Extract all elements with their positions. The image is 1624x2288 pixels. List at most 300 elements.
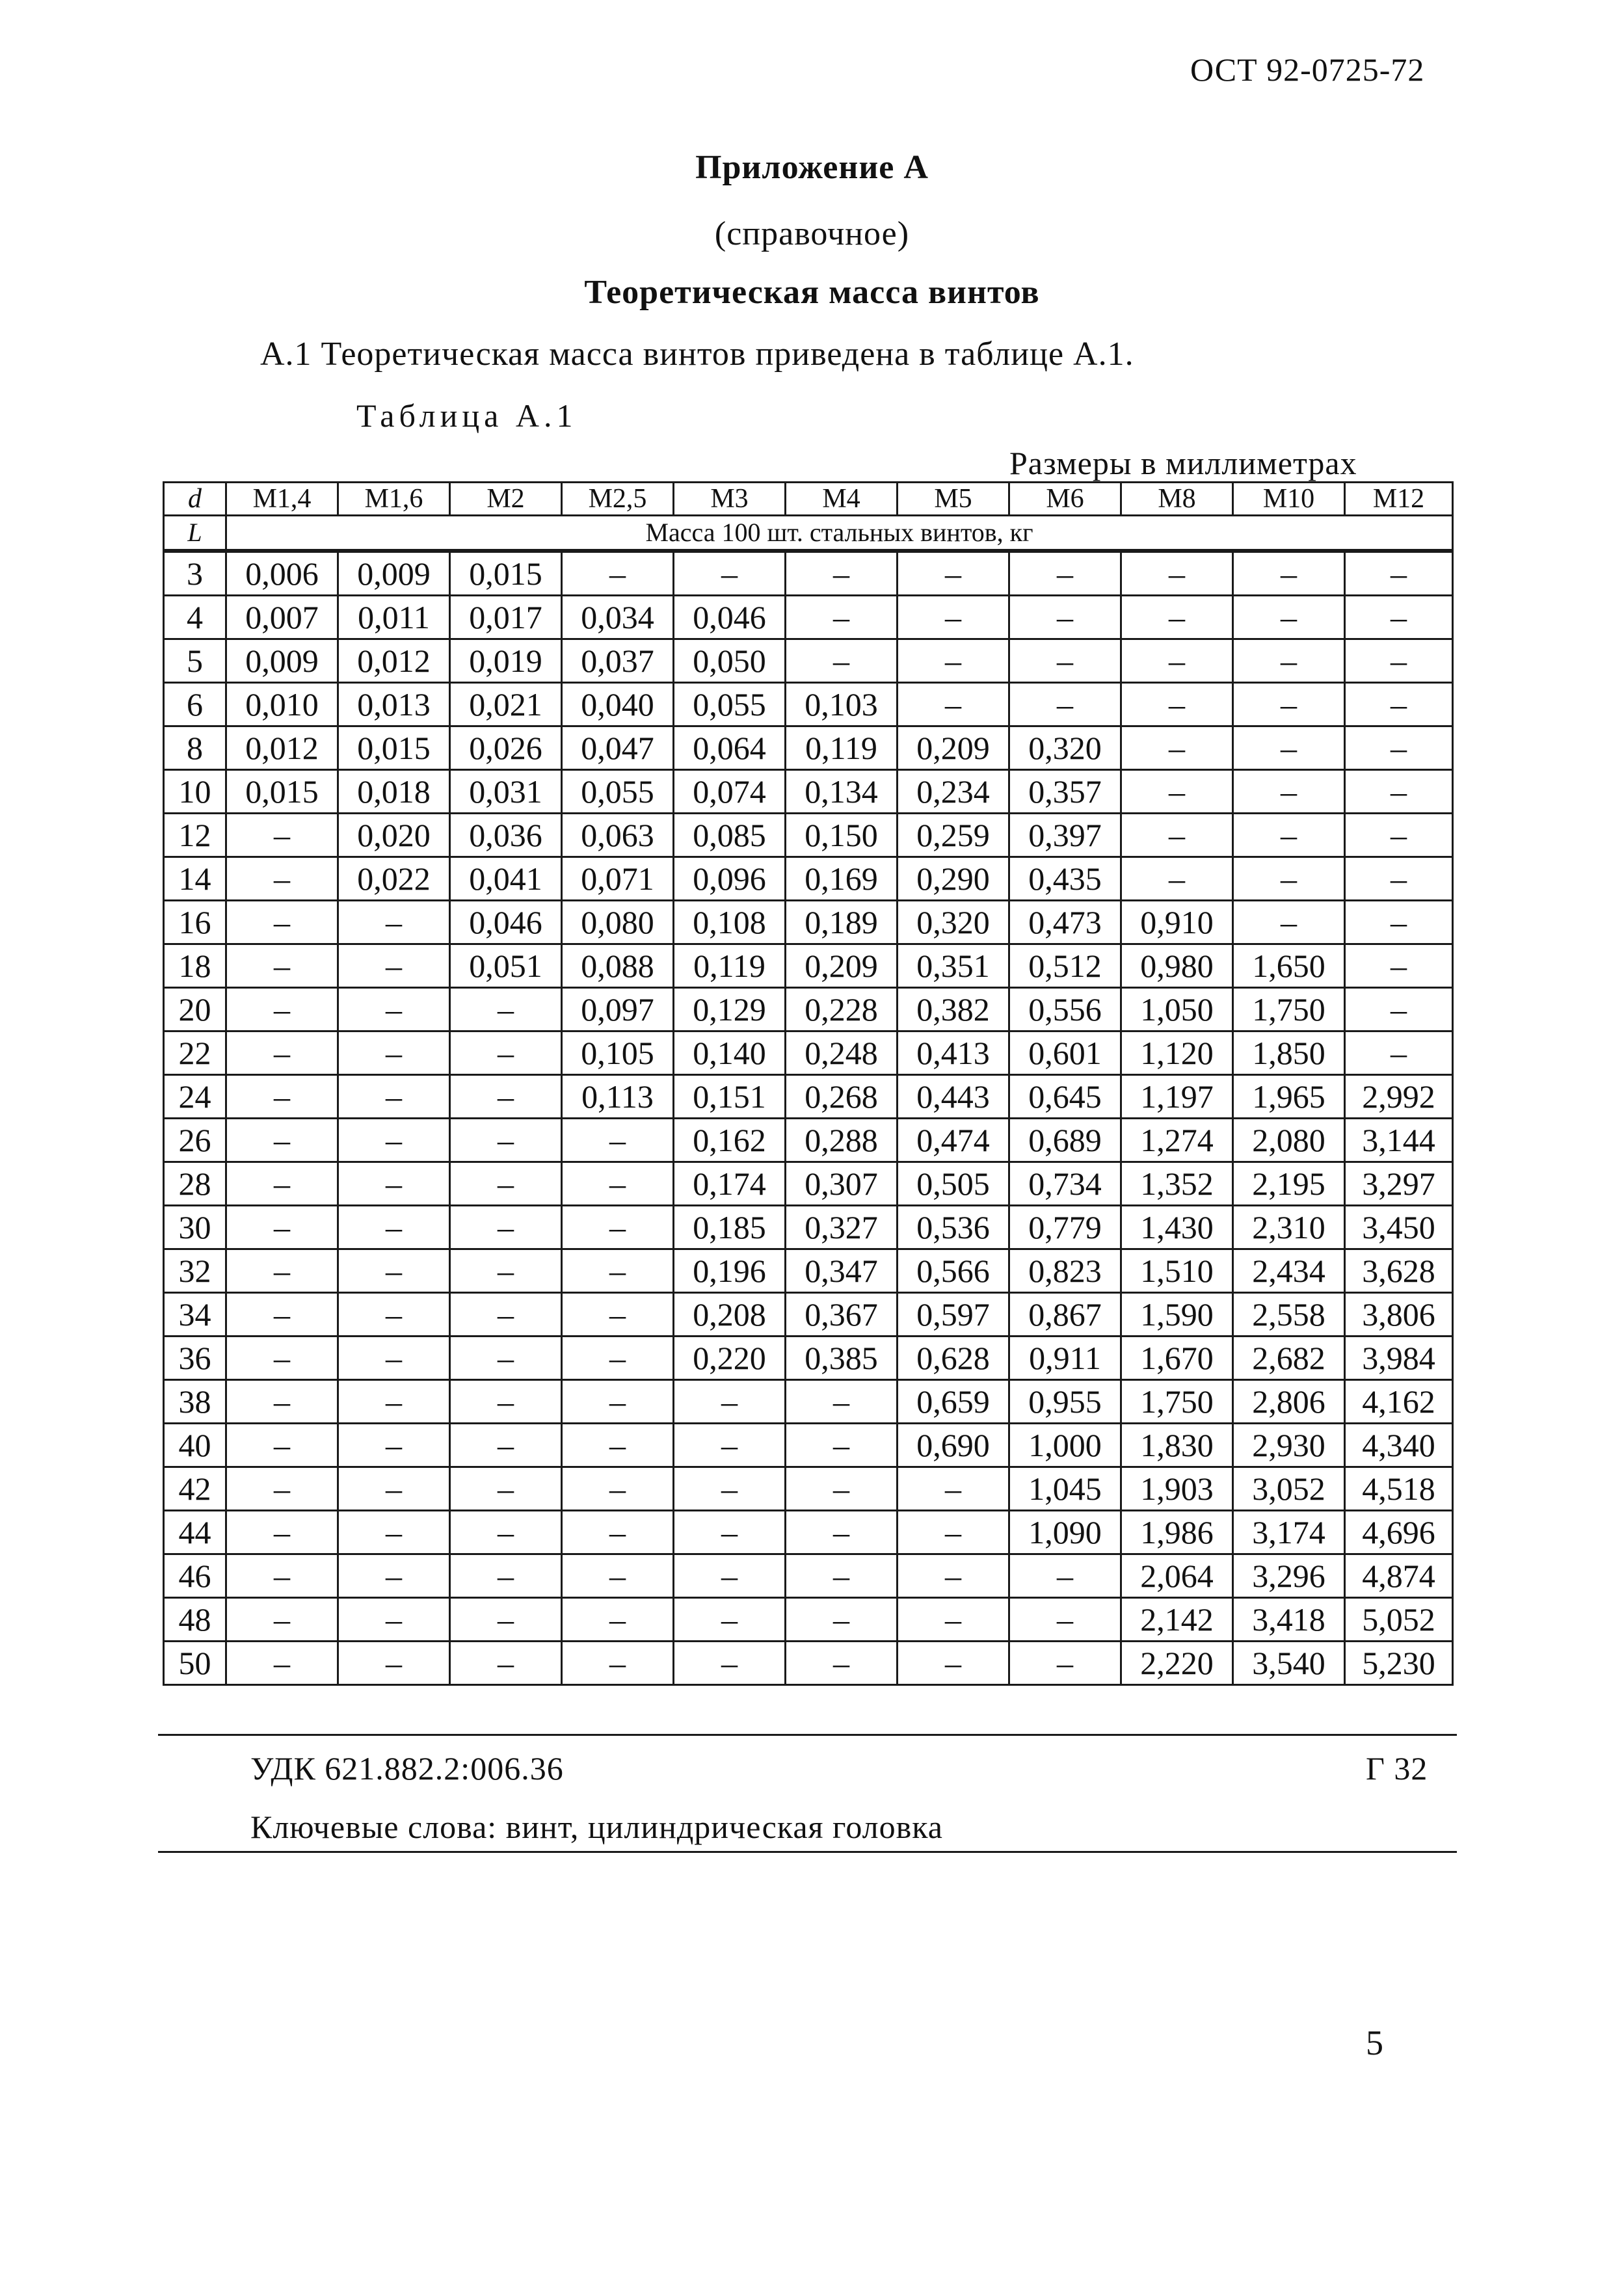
mass-cell: – bbox=[226, 1206, 338, 1249]
mass-cell: 0,351 bbox=[898, 944, 1009, 988]
mass-cell: – bbox=[562, 1511, 674, 1554]
mass-cell: – bbox=[338, 1293, 450, 1337]
mass-cell: 0,208 bbox=[674, 1293, 786, 1337]
mass-cell: 0,015 bbox=[338, 726, 450, 770]
mass-cell: 0,536 bbox=[898, 1206, 1009, 1249]
mass-cell: – bbox=[226, 1075, 338, 1119]
length-cell: 32 bbox=[164, 1249, 226, 1293]
mass-cell: – bbox=[338, 1075, 450, 1119]
appendix-title: Приложение А bbox=[695, 149, 929, 186]
mass-cell: – bbox=[1009, 1642, 1121, 1685]
mass-cell: – bbox=[450, 1119, 562, 1162]
mass-cell: 0,689 bbox=[1009, 1119, 1121, 1162]
mass-cell: – bbox=[1009, 1598, 1121, 1642]
mass-cell: 1,750 bbox=[1121, 1380, 1233, 1424]
mass-cell: 0,435 bbox=[1009, 857, 1121, 901]
mass-cell: 0,248 bbox=[786, 1031, 898, 1075]
mass-cell: 0,055 bbox=[562, 770, 674, 814]
mass-cell: 0,327 bbox=[786, 1206, 898, 1249]
mass-cell: – bbox=[1345, 770, 1453, 814]
mass-cell: – bbox=[226, 1337, 338, 1380]
mass-cell: 0,174 bbox=[674, 1162, 786, 1206]
table-row bbox=[164, 770, 1453, 814]
mass-cell: – bbox=[338, 1467, 450, 1511]
mass-cell: – bbox=[1121, 770, 1233, 814]
mass-cell: 0,103 bbox=[786, 683, 898, 726]
column-header: М3 bbox=[674, 483, 786, 516]
mass-cell: 0,734 bbox=[1009, 1162, 1121, 1206]
mass-cell: – bbox=[226, 1249, 338, 1293]
mass-cell: – bbox=[226, 1380, 338, 1424]
mass-cell: – bbox=[562, 1424, 674, 1467]
mass-cell: – bbox=[1345, 726, 1453, 770]
mass-cell: 0,473 bbox=[1009, 901, 1121, 944]
mass-cell: – bbox=[786, 1467, 898, 1511]
mass-cell: – bbox=[1009, 639, 1121, 683]
mass-cell: 0,017 bbox=[450, 596, 562, 639]
mass-cell: – bbox=[226, 1119, 338, 1162]
length-cell: 48 bbox=[164, 1598, 226, 1642]
mass-cell: 2,080 bbox=[1233, 1119, 1345, 1162]
mass-cell: 5,052 bbox=[1345, 1598, 1453, 1642]
mass-cell: 0,046 bbox=[674, 596, 786, 639]
mass-cell: 3,540 bbox=[1233, 1642, 1345, 1685]
mass-cell: – bbox=[338, 1249, 450, 1293]
length-cell: 44 bbox=[164, 1511, 226, 1554]
mass-cell: 0,037 bbox=[562, 639, 674, 683]
mass-cell: – bbox=[450, 1249, 562, 1293]
mass-cell: – bbox=[898, 1642, 1009, 1685]
mass-cell: 1,650 bbox=[1233, 944, 1345, 988]
mass-cell: 0,209 bbox=[898, 726, 1009, 770]
mass-cell: – bbox=[450, 1598, 562, 1642]
length-cell: 22 bbox=[164, 1031, 226, 1075]
mass-cell: 0,413 bbox=[898, 1031, 1009, 1075]
dimensions-note: Размеры в миллиметрах bbox=[1009, 445, 1357, 481]
mass-cell: 0,645 bbox=[1009, 1075, 1121, 1119]
length-cell: 18 bbox=[164, 944, 226, 988]
mass-cell: 0,013 bbox=[338, 683, 450, 726]
mass-span-header: Масса 100 шт. стальных винтов, кг bbox=[226, 516, 1453, 552]
mass-cell: – bbox=[1345, 814, 1453, 857]
mass-cell: 0,474 bbox=[898, 1119, 1009, 1162]
table-row bbox=[164, 814, 1453, 857]
page-number: 5 bbox=[1366, 2023, 1383, 2062]
section-title: Теоретическая масса винтов bbox=[584, 274, 1040, 311]
mass-cell: – bbox=[786, 639, 898, 683]
keywords-line: Ключевые слова: винт, цилиндрическая головка bbox=[250, 1809, 943, 1845]
mass-cell: 3,296 bbox=[1233, 1554, 1345, 1598]
mass-cell: – bbox=[1121, 596, 1233, 639]
length-cell: 20 bbox=[164, 988, 226, 1031]
mass-cell: – bbox=[226, 857, 338, 901]
length-cell: 40 bbox=[164, 1424, 226, 1467]
mass-cell: – bbox=[338, 901, 450, 944]
udc-code: УДК 621.882.2:006.36 bbox=[250, 1750, 564, 1787]
mass-cell: 0,779 bbox=[1009, 1206, 1121, 1249]
mass-cell: – bbox=[1009, 596, 1121, 639]
length-cell: 6 bbox=[164, 683, 226, 726]
mass-cell: 0,290 bbox=[898, 857, 1009, 901]
table-row bbox=[164, 1075, 1453, 1119]
header-d-cell: d bbox=[164, 483, 226, 516]
mass-cell: – bbox=[226, 1554, 338, 1598]
length-cell: 14 bbox=[164, 857, 226, 901]
length-cell: 16 bbox=[164, 901, 226, 944]
mass-cell: – bbox=[226, 1511, 338, 1554]
mass-cell: 0,022 bbox=[338, 857, 450, 901]
mass-cell: – bbox=[1345, 857, 1453, 901]
mass-cell: 0,031 bbox=[450, 770, 562, 814]
mass-cell: – bbox=[338, 1337, 450, 1380]
mass-cell: – bbox=[226, 1031, 338, 1075]
mass-cell: – bbox=[450, 1293, 562, 1337]
mass-cell: – bbox=[1345, 901, 1453, 944]
mass-cell: – bbox=[786, 1380, 898, 1424]
mass-cell: 1,750 bbox=[1233, 988, 1345, 1031]
mass-cell: 0,034 bbox=[562, 596, 674, 639]
mass-cell: 0,288 bbox=[786, 1119, 898, 1162]
mass-cell: 3,450 bbox=[1345, 1206, 1453, 1249]
column-header: М1,6 bbox=[338, 483, 450, 516]
table-row bbox=[164, 639, 1453, 683]
mass-cell: 3,984 bbox=[1345, 1337, 1453, 1380]
mass-cell: 0,980 bbox=[1121, 944, 1233, 988]
mass-cell: 4,696 bbox=[1345, 1511, 1453, 1554]
mass-cell: – bbox=[786, 1554, 898, 1598]
mass-cell: 1,903 bbox=[1121, 1467, 1233, 1511]
length-cell: 4 bbox=[164, 596, 226, 639]
table-row bbox=[164, 1598, 1453, 1642]
mass-cell: 2,930 bbox=[1233, 1424, 1345, 1467]
mass-cell: 0,867 bbox=[1009, 1293, 1121, 1337]
table-row bbox=[164, 1031, 1453, 1075]
mass-cell: – bbox=[1009, 683, 1121, 726]
length-cell: 10 bbox=[164, 770, 226, 814]
mass-cell: 0,955 bbox=[1009, 1380, 1121, 1424]
mass-cell: – bbox=[1233, 639, 1345, 683]
mass-cell: – bbox=[786, 1511, 898, 1554]
mass-cell: 0,601 bbox=[1009, 1031, 1121, 1075]
mass-cell: 1,510 bbox=[1121, 1249, 1233, 1293]
mass-cell: 1,965 bbox=[1233, 1075, 1345, 1119]
mass-cell: 1,274 bbox=[1121, 1119, 1233, 1162]
mass-cell: – bbox=[450, 1075, 562, 1119]
mass-cell: – bbox=[674, 1511, 786, 1554]
mass-cell: 0,505 bbox=[898, 1162, 1009, 1206]
table-row bbox=[164, 1380, 1453, 1424]
mass-cell: 0,357 bbox=[1009, 770, 1121, 814]
mass-cell: 2,434 bbox=[1233, 1249, 1345, 1293]
mass-cell: 0,085 bbox=[674, 814, 786, 857]
mass-cell: – bbox=[226, 988, 338, 1031]
mass-cell: 0,228 bbox=[786, 988, 898, 1031]
length-cell: 30 bbox=[164, 1206, 226, 1249]
mass-cell: 0,041 bbox=[450, 857, 562, 901]
mass-cell: 3,806 bbox=[1345, 1293, 1453, 1337]
mass-cell: – bbox=[338, 1511, 450, 1554]
mass-cell: 0,012 bbox=[338, 639, 450, 683]
mass-cell: 0,036 bbox=[450, 814, 562, 857]
length-cell: 46 bbox=[164, 1554, 226, 1598]
mass-cell: – bbox=[1009, 1554, 1121, 1598]
mass-cell: 2,558 bbox=[1233, 1293, 1345, 1337]
mass-cell: – bbox=[562, 1380, 674, 1424]
mass-cell: – bbox=[562, 1598, 674, 1642]
mass-cell: 1,000 bbox=[1009, 1424, 1121, 1467]
mass-cell: – bbox=[338, 1554, 450, 1598]
mass-cell: – bbox=[674, 1424, 786, 1467]
mass-cell: – bbox=[338, 1598, 450, 1642]
mass-cell: 0,074 bbox=[674, 770, 786, 814]
mass-cell: 4,162 bbox=[1345, 1380, 1453, 1424]
mass-cell: – bbox=[226, 1162, 338, 1206]
mass-cell: – bbox=[898, 1467, 1009, 1511]
mass-cell: – bbox=[898, 596, 1009, 639]
mass-cell: – bbox=[898, 683, 1009, 726]
mass-cell: 0,080 bbox=[562, 901, 674, 944]
mass-cell: – bbox=[1345, 551, 1453, 596]
column-header: М10 bbox=[1233, 483, 1345, 516]
mass-cell: – bbox=[450, 1206, 562, 1249]
mass-cell: – bbox=[226, 1642, 338, 1685]
mass-cell: 0,140 bbox=[674, 1031, 786, 1075]
mass-cell: 0,050 bbox=[674, 639, 786, 683]
mass-cell: 2,806 bbox=[1233, 1380, 1345, 1424]
mass-cell: 2,195 bbox=[1233, 1162, 1345, 1206]
mass-cell: – bbox=[338, 988, 450, 1031]
mass-cell: 0,063 bbox=[562, 814, 674, 857]
column-header: М8 bbox=[1121, 483, 1233, 516]
mass-cell: 0,129 bbox=[674, 988, 786, 1031]
mass-cell: – bbox=[562, 1206, 674, 1249]
mass-cell: – bbox=[450, 1424, 562, 1467]
mass-cell: – bbox=[338, 1424, 450, 1467]
mass-cell: – bbox=[562, 1293, 674, 1337]
mass-cell: 0,040 bbox=[562, 683, 674, 726]
mass-cell: – bbox=[786, 1424, 898, 1467]
mass-cell: 0,151 bbox=[674, 1075, 786, 1119]
mass-cell: – bbox=[226, 944, 338, 988]
mass-cell: 4,874 bbox=[1345, 1554, 1453, 1598]
mass-cell: 0,259 bbox=[898, 814, 1009, 857]
mass-cell: – bbox=[1233, 901, 1345, 944]
mass-cell: 2,682 bbox=[1233, 1337, 1345, 1380]
table-row bbox=[164, 1293, 1453, 1337]
mass-cell: 3,418 bbox=[1233, 1598, 1345, 1642]
mass-cell: 0,196 bbox=[674, 1249, 786, 1293]
mass-cell: 0,007 bbox=[226, 596, 338, 639]
mass-cell: 0,119 bbox=[786, 726, 898, 770]
length-cell: 36 bbox=[164, 1337, 226, 1380]
mass-cell: – bbox=[562, 1554, 674, 1598]
mass-cell: 1,670 bbox=[1121, 1337, 1233, 1380]
mass-cell: 0,009 bbox=[226, 639, 338, 683]
mass-cell: 0,018 bbox=[338, 770, 450, 814]
table-row bbox=[164, 1511, 1453, 1554]
mass-cell: 0,320 bbox=[1009, 726, 1121, 770]
mass-cell: – bbox=[338, 1642, 450, 1685]
mass-cell: 0,320 bbox=[898, 901, 1009, 944]
mass-cell: 0,055 bbox=[674, 683, 786, 726]
mass-cell: 0,047 bbox=[562, 726, 674, 770]
mass-cell: 1,120 bbox=[1121, 1031, 1233, 1075]
mass-cell: 0,020 bbox=[338, 814, 450, 857]
mass-cell: 0,134 bbox=[786, 770, 898, 814]
mass-cell: 0,010 bbox=[226, 683, 338, 726]
mass-cell: 3,052 bbox=[1233, 1467, 1345, 1511]
screw-mass-table bbox=[163, 481, 1454, 1686]
mass-cell: – bbox=[1345, 944, 1453, 988]
document-code: ОСТ 92-0725-72 bbox=[1190, 51, 1425, 88]
mass-cell: – bbox=[898, 1511, 1009, 1554]
mass-cell: – bbox=[786, 1642, 898, 1685]
table-subheader-row bbox=[164, 516, 1453, 552]
classification-code: Г 32 bbox=[1366, 1750, 1428, 1787]
mass-cell: 0,064 bbox=[674, 726, 786, 770]
mass-cell: – bbox=[450, 1031, 562, 1075]
header-l-cell: L bbox=[164, 516, 226, 552]
mass-cell: 0,113 bbox=[562, 1075, 674, 1119]
mass-cell: 0,628 bbox=[898, 1337, 1009, 1380]
mass-cell: 0,012 bbox=[226, 726, 338, 770]
column-header: М2 bbox=[450, 483, 562, 516]
mass-cell: 1,830 bbox=[1121, 1424, 1233, 1467]
mass-cell: – bbox=[562, 1162, 674, 1206]
mass-cell: – bbox=[338, 1031, 450, 1075]
mass-cell: – bbox=[562, 551, 674, 596]
mass-cell: – bbox=[1121, 814, 1233, 857]
mass-cell: – bbox=[898, 551, 1009, 596]
mass-cell: – bbox=[450, 1554, 562, 1598]
table-row bbox=[164, 1206, 1453, 1249]
mass-cell: – bbox=[1233, 551, 1345, 596]
mass-cell: – bbox=[338, 1119, 450, 1162]
mass-cell: 0,234 bbox=[898, 770, 1009, 814]
mass-cell: – bbox=[1345, 683, 1453, 726]
mass-cell: 3,144 bbox=[1345, 1119, 1453, 1162]
mass-cell: – bbox=[674, 1467, 786, 1511]
mass-cell: 0,169 bbox=[786, 857, 898, 901]
mass-cell: – bbox=[1009, 551, 1121, 596]
footer-divider-top bbox=[158, 1734, 1457, 1736]
mass-cell: 1,430 bbox=[1121, 1206, 1233, 1249]
mass-cell: 0,385 bbox=[786, 1337, 898, 1380]
length-cell: 24 bbox=[164, 1075, 226, 1119]
mass-cell: 0,026 bbox=[450, 726, 562, 770]
table-header-row bbox=[164, 483, 1453, 516]
table-row bbox=[164, 1249, 1453, 1293]
mass-cell: – bbox=[1345, 639, 1453, 683]
mass-cell: – bbox=[1233, 726, 1345, 770]
mass-cell: 2,992 bbox=[1345, 1075, 1453, 1119]
mass-cell: 0,556 bbox=[1009, 988, 1121, 1031]
mass-cell: – bbox=[674, 1642, 786, 1685]
mass-cell: – bbox=[898, 639, 1009, 683]
mass-cell: 0,006 bbox=[226, 551, 338, 596]
mass-cell: – bbox=[674, 1380, 786, 1424]
mass-cell: 0,823 bbox=[1009, 1249, 1121, 1293]
length-cell: 12 bbox=[164, 814, 226, 857]
footer-divider-bottom bbox=[158, 1851, 1457, 1853]
mass-cell: – bbox=[450, 1380, 562, 1424]
table-row bbox=[164, 1337, 1453, 1380]
mass-cell: 0,015 bbox=[226, 770, 338, 814]
length-cell: 50 bbox=[164, 1642, 226, 1685]
mass-cell: 1,352 bbox=[1121, 1162, 1233, 1206]
mass-cell: 0,105 bbox=[562, 1031, 674, 1075]
length-cell: 5 bbox=[164, 639, 226, 683]
mass-cell: 0,220 bbox=[674, 1337, 786, 1380]
mass-cell: 1,850 bbox=[1233, 1031, 1345, 1075]
mass-cell: – bbox=[226, 1598, 338, 1642]
mass-cell: – bbox=[562, 1119, 674, 1162]
column-header: М12 bbox=[1345, 483, 1453, 516]
column-header: М6 bbox=[1009, 483, 1121, 516]
mass-cell: 0,051 bbox=[450, 944, 562, 988]
mass-cell: 0,659 bbox=[898, 1380, 1009, 1424]
column-header: М4 bbox=[786, 483, 898, 516]
mass-cell: – bbox=[338, 1162, 450, 1206]
mass-cell: 0,910 bbox=[1121, 901, 1233, 944]
mass-cell: – bbox=[562, 1337, 674, 1380]
mass-cell: – bbox=[786, 596, 898, 639]
mass-cell: – bbox=[674, 551, 786, 596]
mass-cell: 0,397 bbox=[1009, 814, 1121, 857]
mass-cell: – bbox=[450, 1642, 562, 1685]
table-row bbox=[164, 596, 1453, 639]
mass-cell: – bbox=[450, 1337, 562, 1380]
mass-cell: 4,340 bbox=[1345, 1424, 1453, 1467]
mass-cell: – bbox=[338, 1206, 450, 1249]
mass-cell: 1,986 bbox=[1121, 1511, 1233, 1554]
mass-cell: – bbox=[450, 1511, 562, 1554]
mass-cell: – bbox=[562, 1642, 674, 1685]
mass-cell: 1,197 bbox=[1121, 1075, 1233, 1119]
mass-cell: – bbox=[1345, 988, 1453, 1031]
mass-cell: 0,512 bbox=[1009, 944, 1121, 988]
mass-cell: – bbox=[674, 1554, 786, 1598]
table-body bbox=[164, 483, 1453, 1685]
mass-cell: 1,050 bbox=[1121, 988, 1233, 1031]
mass-cell: 2,220 bbox=[1121, 1642, 1233, 1685]
table-row bbox=[164, 1642, 1453, 1685]
mass-cell: 0,021 bbox=[450, 683, 562, 726]
mass-cell: 0,096 bbox=[674, 857, 786, 901]
mass-cell: 0,367 bbox=[786, 1293, 898, 1337]
mass-cell: – bbox=[786, 1598, 898, 1642]
length-cell: 34 bbox=[164, 1293, 226, 1337]
mass-cell: – bbox=[226, 901, 338, 944]
mass-cell: – bbox=[226, 1467, 338, 1511]
mass-cell: 3,174 bbox=[1233, 1511, 1345, 1554]
mass-cell: 0,119 bbox=[674, 944, 786, 988]
mass-cell: 0,443 bbox=[898, 1075, 1009, 1119]
table-row bbox=[164, 1554, 1453, 1598]
mass-cell: 0,009 bbox=[338, 551, 450, 596]
mass-cell: 1,045 bbox=[1009, 1467, 1121, 1511]
length-cell: 38 bbox=[164, 1380, 226, 1424]
table-row bbox=[164, 683, 1453, 726]
mass-cell: 0,162 bbox=[674, 1119, 786, 1162]
mass-cell: 0,046 bbox=[450, 901, 562, 944]
mass-cell: 0,268 bbox=[786, 1075, 898, 1119]
table-row bbox=[164, 944, 1453, 988]
length-cell: 26 bbox=[164, 1119, 226, 1162]
mass-cell: 5,230 bbox=[1345, 1642, 1453, 1685]
mass-cell: – bbox=[450, 988, 562, 1031]
table-row bbox=[164, 1467, 1453, 1511]
